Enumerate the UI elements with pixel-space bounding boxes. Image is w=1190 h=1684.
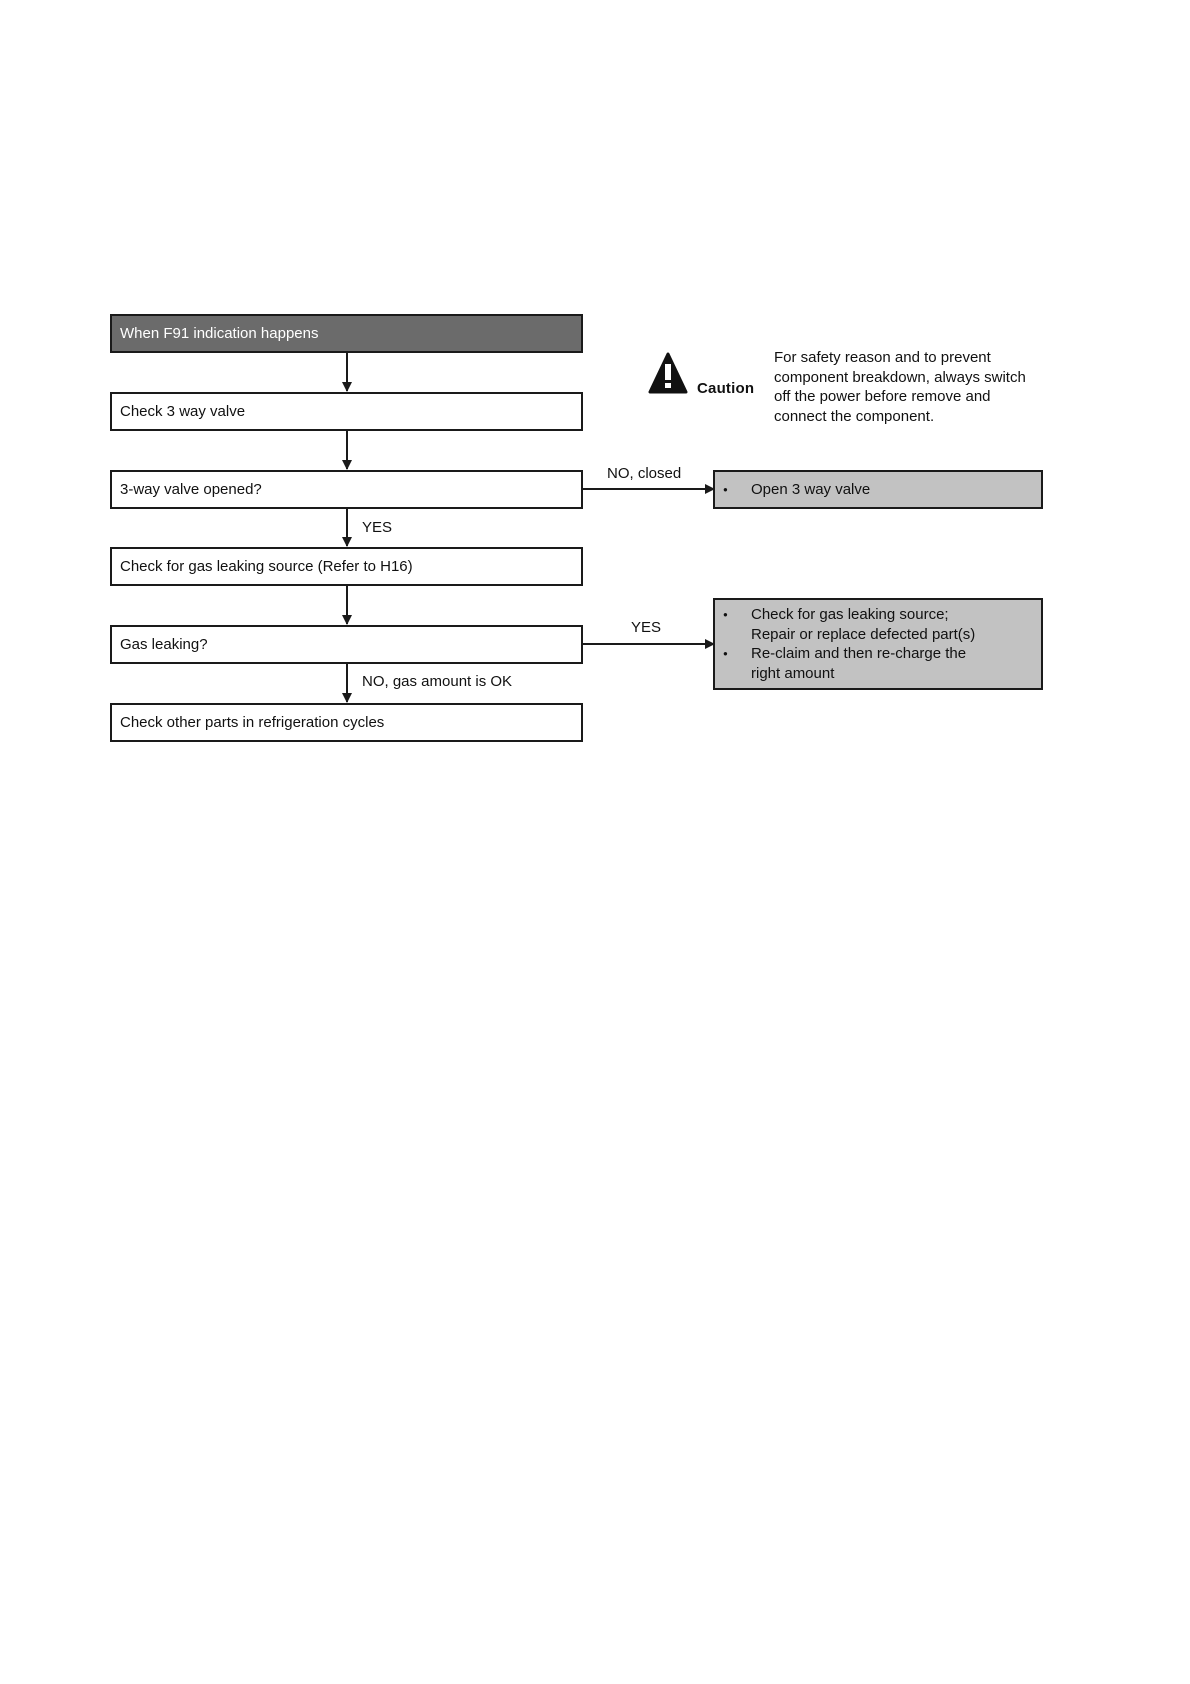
open-valve-action-list bbox=[715, 480, 1041, 500]
gas-leak-fix-action-list bbox=[715, 605, 1041, 683]
check-other-parts-label: Check other parts in refrigeration cycles bbox=[120, 714, 385, 731]
action-item: ● Re-claim and then re-charge the right amount bbox=[715, 644, 1041, 683]
start-box bbox=[110, 314, 583, 353]
gas-leaking-label: Gas leaking? bbox=[120, 636, 208, 653]
check-valve-box bbox=[110, 392, 583, 431]
caution-label: Caution bbox=[697, 380, 755, 397]
check-valve-label: Check 3 way valve bbox=[120, 403, 246, 420]
valve-opened-decision-box bbox=[110, 470, 583, 509]
edge-label-no-closed: NO, closed bbox=[607, 465, 682, 482]
start-box-label: When F91 indication happens bbox=[120, 325, 319, 342]
edge-label-yes-valve: YES bbox=[362, 519, 393, 536]
warning-triangle-icon bbox=[650, 354, 686, 392]
action-item: ● Open 3 way valve bbox=[715, 480, 1041, 500]
edge-label-no-gas-ok: NO, gas amount is OK bbox=[362, 673, 513, 690]
edge-label-yes-leak: YES bbox=[631, 619, 662, 636]
gas-leaking-decision-box bbox=[110, 625, 583, 664]
gas-leak-fix-action-box bbox=[713, 598, 1043, 690]
caution-text: For safety reason and to prevent component breakdown, always switch off the power before remove and connect the component. bbox=[774, 349, 1026, 425]
check-gas-source-box bbox=[110, 547, 583, 586]
valve-opened-label: 3-way valve opened? bbox=[120, 481, 262, 498]
check-other-parts-box bbox=[110, 703, 583, 742]
action-item: ● Check for gas leaking source; Repair or replace defected part(s) bbox=[715, 605, 1041, 644]
open-valve-action-box bbox=[713, 470, 1043, 509]
check-gas-source-label: Check for gas leaking source (Refer to H16) bbox=[120, 558, 413, 575]
